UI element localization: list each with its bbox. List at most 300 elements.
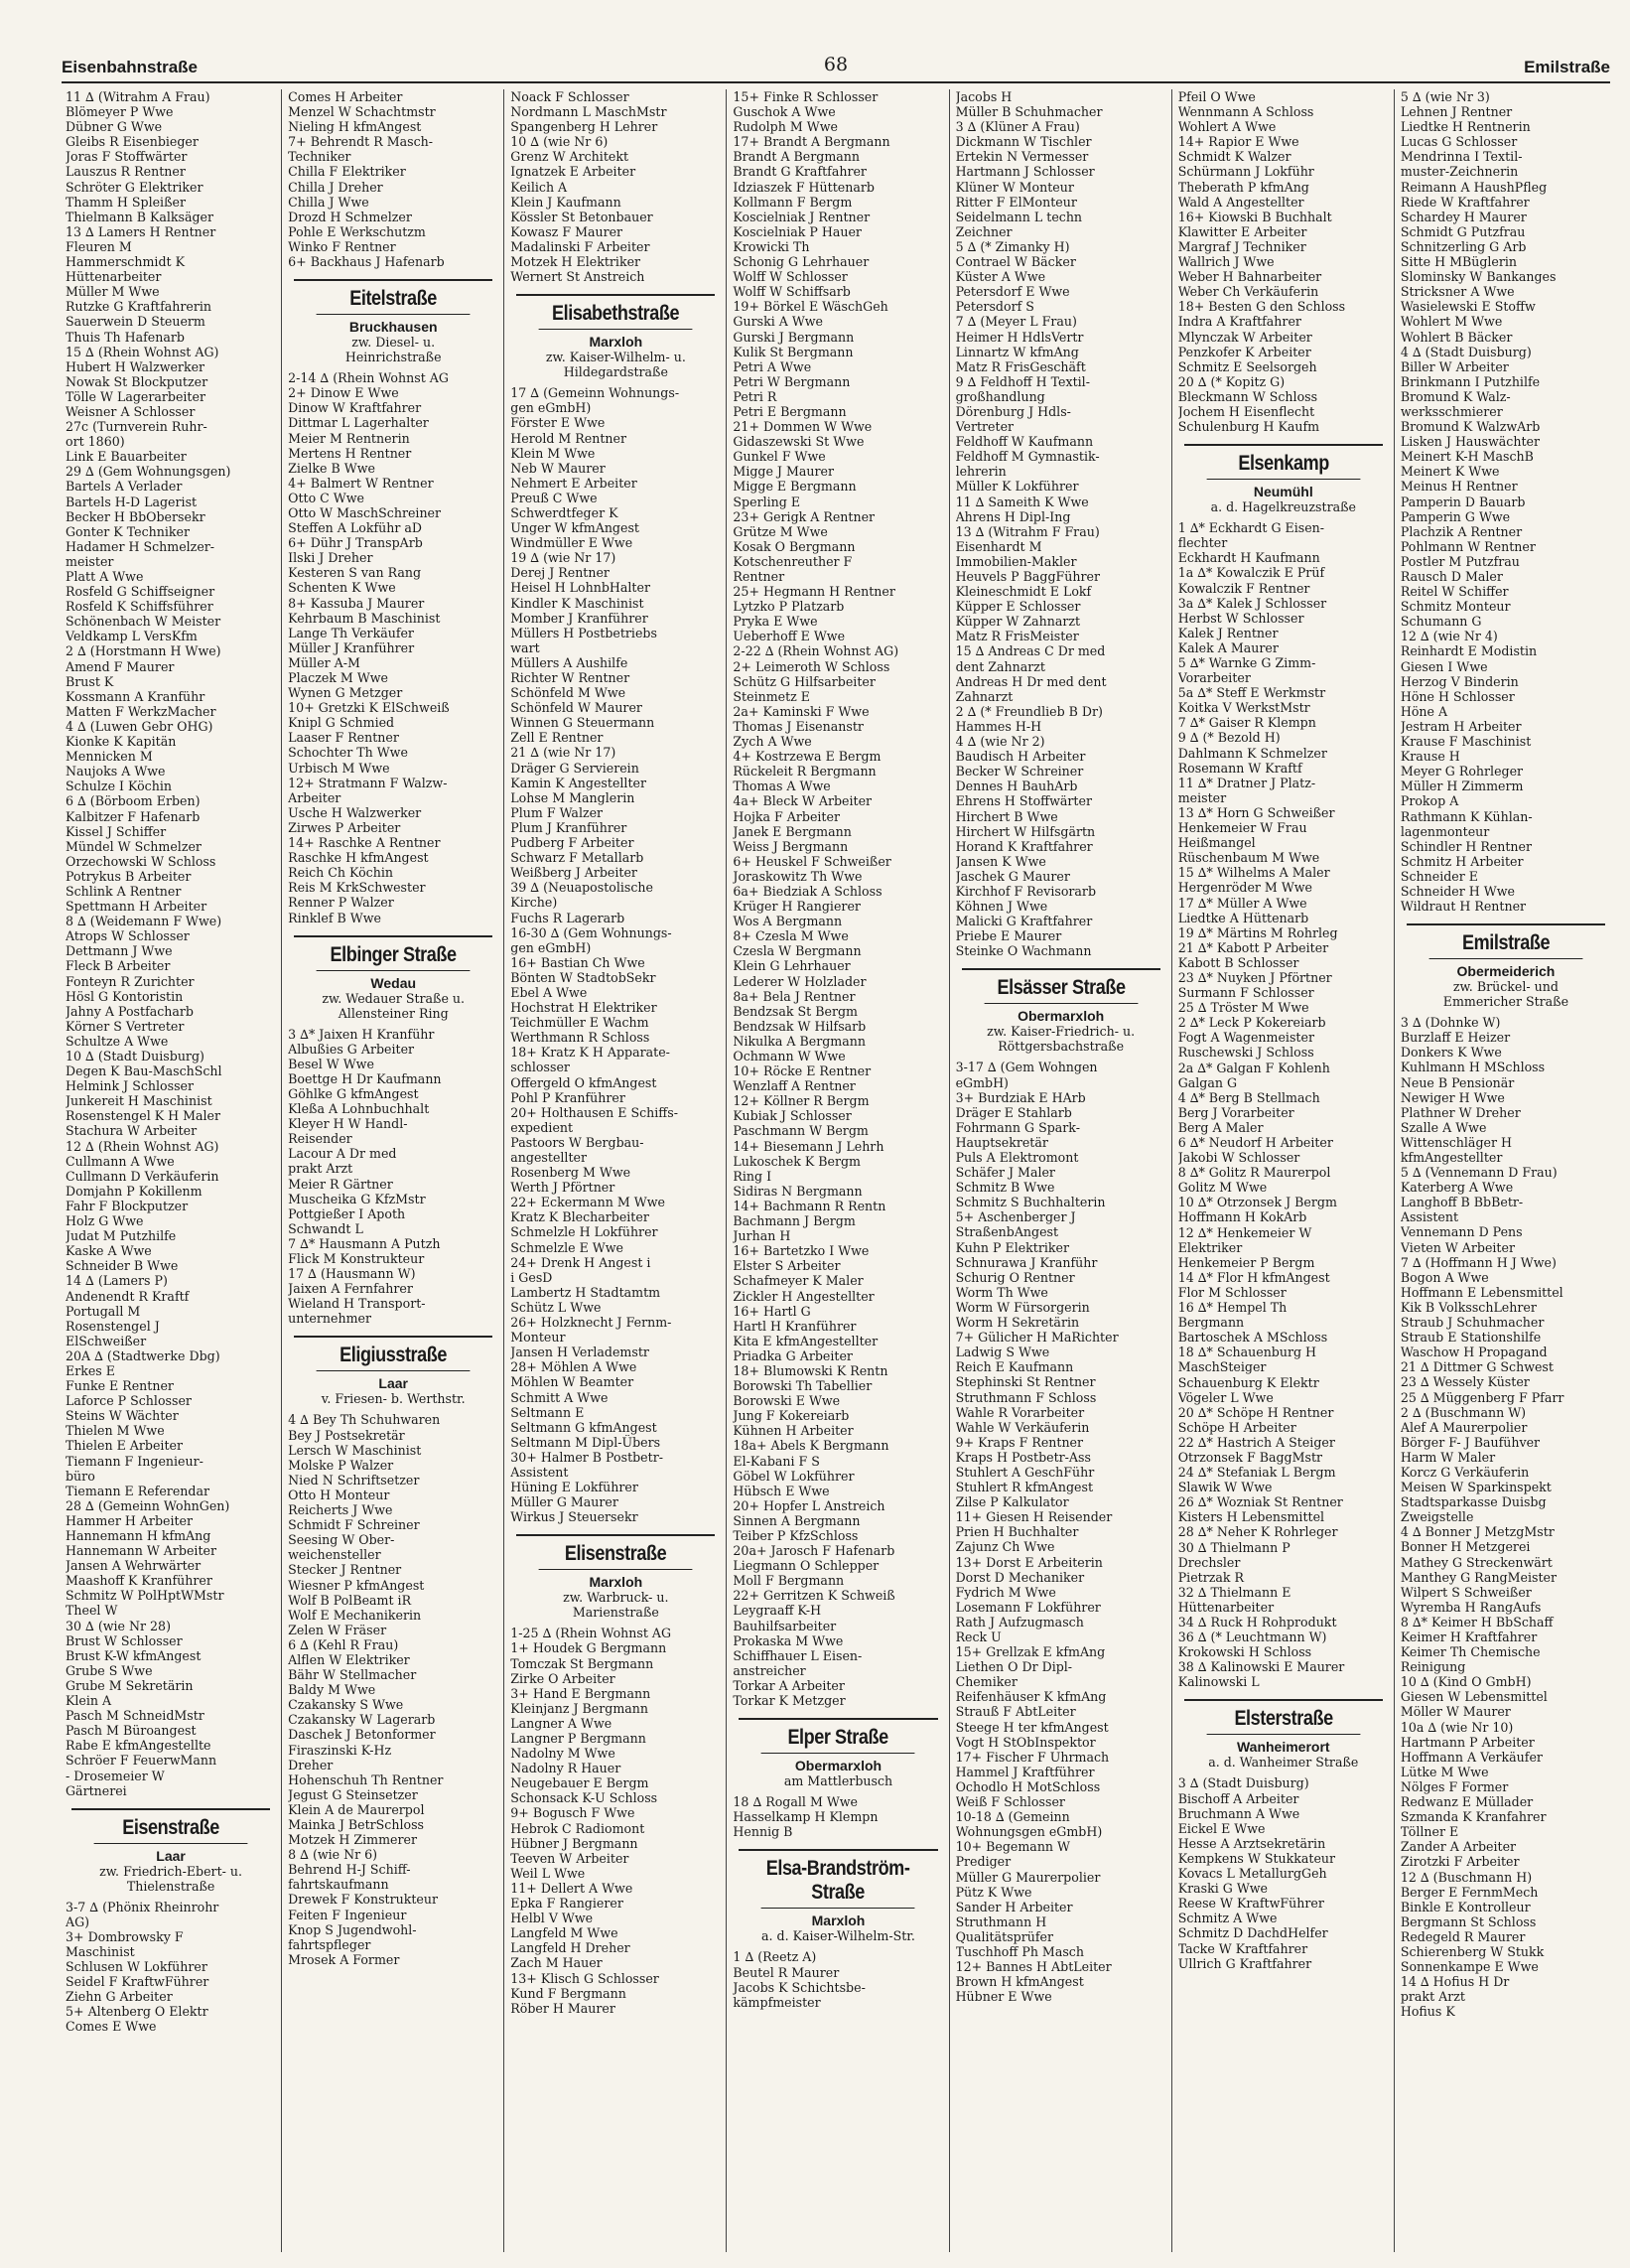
directory-entry: Schardey H Maurer bbox=[1400, 209, 1527, 224]
directory-entry: Berg J Vorarbeiter bbox=[1177, 1104, 1294, 1120]
section-divider bbox=[1184, 444, 1383, 446]
directory-entry: Behrend H-J Schiff- bbox=[288, 1862, 411, 1878]
directory-entry: Stachura W Arbeiter bbox=[66, 1123, 198, 1139]
directory-entry: Wittenschläger H bbox=[1400, 1134, 1512, 1150]
directory-entry: Schulze I Köchin bbox=[66, 779, 172, 794]
directory-entry: Rosemann W Kraftf bbox=[1177, 760, 1302, 776]
directory-entry: prakt Arzt bbox=[288, 1161, 353, 1177]
directory-entry: Placzek M Wwe bbox=[288, 670, 389, 685]
directory-entry: Steinke O Wachmann bbox=[955, 943, 1092, 959]
directory-entry: Gurski J Bergmann bbox=[733, 329, 855, 345]
directory-entry: Junkereit H Maschinist bbox=[66, 1093, 212, 1109]
street-title: Emilstraße bbox=[1428, 931, 1582, 959]
directory-entry: Langhoff B BbBetr- bbox=[1400, 1195, 1524, 1210]
directory-entry: Schröter G Elektriker bbox=[66, 179, 204, 195]
directory-entry: Langner P Bergmann bbox=[510, 1731, 646, 1746]
directory-entry: Thielen M Wwe bbox=[66, 1423, 165, 1439]
directory-entry: Moll F Bergmann bbox=[733, 1573, 845, 1589]
directory-entry: Giesen W Lebensmittel bbox=[1400, 1689, 1548, 1705]
street-location: zw. Kaiser-Wilhelm- u. bbox=[545, 350, 686, 365]
directory-entry: Langfeld M Wwe bbox=[510, 1925, 618, 1941]
directory-entry: Cullmann D Verkäuferin bbox=[66, 1168, 219, 1184]
directory-entry: Gunkel F Wwe bbox=[733, 449, 826, 465]
directory-entry: 1 ∆* Eckhardt G Eisen- bbox=[1177, 520, 1325, 536]
directory-entry: Kleßa A Lohnbuchhalt bbox=[288, 1101, 430, 1117]
directory-entry: 4 ∆ (wie Nr 2) bbox=[955, 734, 1045, 750]
directory-entry: Müller G Maurer bbox=[510, 1494, 618, 1510]
directory-entry: 14 ∆* Flor H kfmAngest bbox=[1177, 1269, 1330, 1285]
directory-entry: Dreher bbox=[288, 1757, 334, 1772]
directory-entry: Mertens H Rentner bbox=[288, 445, 412, 461]
directory-entry: Dennes H BauhArb bbox=[955, 779, 1078, 794]
directory-entry: Schröer F FeuerwMann bbox=[66, 1753, 217, 1769]
directory-entry: Prokaska M Wwe bbox=[733, 1632, 844, 1648]
directory-entry: Baldy M Wwe bbox=[288, 1682, 376, 1698]
directory-entry: 10 ∆ (Kind O GmbH) bbox=[1400, 1674, 1532, 1690]
directory-entry: 1+ Houdek G Bergmann bbox=[510, 1640, 667, 1656]
directory-entry: 16+ Hartl G bbox=[733, 1303, 811, 1319]
directory-entry: 15+ Finke R Schlosser bbox=[733, 89, 879, 104]
directory-entry: büro bbox=[66, 1468, 95, 1484]
directory-entry: Kratz K Blecharbeiter bbox=[510, 1209, 649, 1225]
directory-entry: Sinnen A Bergmann bbox=[733, 1512, 861, 1528]
directory-entry: Monteur bbox=[510, 1330, 566, 1346]
directory-entry: Jahny A Postfacharb bbox=[66, 1003, 194, 1019]
directory-entry: Kossmann A Kranführ bbox=[66, 688, 205, 704]
directory-entry: Rosenstengel K H Maler bbox=[66, 1108, 221, 1124]
directory-entry: Dübner G Wwe bbox=[66, 119, 163, 135]
directory-entry: Ochodlo H MotSchloss bbox=[955, 1778, 1101, 1794]
directory-entry: 4 ∆ Bey Th Schuhwaren bbox=[288, 1412, 441, 1428]
directory-entry: Kollmann F Bergm bbox=[733, 194, 853, 210]
directory-entry: 22+ Eckermann M Wwe bbox=[510, 1195, 665, 1210]
directory-entry: Bogon A Wwe bbox=[1400, 1269, 1489, 1285]
directory-entry: Wasielewski E Stoffw bbox=[1400, 299, 1536, 315]
directory-entry: 21+ Dommen W Wwe bbox=[733, 419, 873, 435]
directory-entry: Schwandt L bbox=[288, 1220, 363, 1236]
directory-entry: Liegmann O Schlepper bbox=[733, 1558, 880, 1574]
directory-entry: Puls A Elektromont bbox=[955, 1150, 1079, 1165]
directory-entry: Plum J Kranführer bbox=[510, 819, 627, 835]
directory-entry: Hadamer H Schmelzer- bbox=[66, 538, 215, 554]
section-divider bbox=[294, 1336, 492, 1338]
directory-entry: 4 ∆ (Stadt Duisburg) bbox=[1400, 344, 1532, 359]
street-location: zw. Kaiser-Friedrich- u. bbox=[987, 1024, 1136, 1040]
directory-entry: 2-14 ∆ (Rhein Wohnst AG bbox=[288, 370, 449, 386]
directory-entry: 3-7 ∆ (Phönix Rheinrohr bbox=[66, 1899, 219, 1914]
directory-entry: 16-30 ∆ (Gem Wohnungs- bbox=[510, 924, 672, 940]
directory-entry: Wohlert B Bäcker bbox=[1400, 329, 1513, 345]
directory-entry: 36 ∆ (* Leuchtmann W) bbox=[1177, 1630, 1327, 1645]
directory-entry: 15 ∆ (Rhein Wohnst AG) bbox=[66, 344, 219, 359]
directory-entry: Hüttenarbeiter bbox=[66, 269, 162, 285]
directory-entry: Gonter K Techniker bbox=[66, 523, 190, 539]
directory-entry: 4+ Balmert W Rentner bbox=[288, 475, 434, 491]
directory-entry: Schmitz H Arbeiter bbox=[1400, 853, 1524, 869]
directory-entry: Kotschenreuther F bbox=[733, 553, 853, 569]
street-district: Laar bbox=[378, 1375, 408, 1392]
directory-entry: Brinkmann I Putzhilfe bbox=[1400, 373, 1541, 389]
directory-entry: Kulik St Bergmann bbox=[733, 344, 854, 359]
directory-entry: Biller W Arbeiter bbox=[1400, 358, 1509, 374]
directory-entry: Tiemann F Ingenieur- bbox=[66, 1453, 204, 1469]
directory-entry: Bartoschek A MSchloss bbox=[1177, 1330, 1328, 1346]
directory-entry: Möhlen W Beamter bbox=[510, 1374, 634, 1390]
directory-entry: Klein A de Maurerpol bbox=[288, 1801, 425, 1817]
directory-entry: Müller J Kranführer bbox=[288, 639, 415, 655]
directory-entry: Ignatzek E Arbeiter bbox=[510, 164, 636, 180]
directory-entry: Boettge H Dr Kaufmann bbox=[288, 1070, 442, 1086]
directory-entry: Schierenberg W Stukk bbox=[1400, 1943, 1545, 1959]
directory-entry: 29 ∆ (Gem Wohnungsgen) bbox=[66, 464, 231, 480]
directory-entry: Otto C Wwe bbox=[288, 490, 364, 505]
street-district: Wedau bbox=[370, 974, 417, 991]
directory-entry: Teichmüller E Wachm bbox=[510, 1015, 649, 1031]
directory-entry: 12 ∆ (Buschmann H) bbox=[1400, 1869, 1533, 1885]
directory-entry: Koitka V WerkstMstr bbox=[1177, 700, 1310, 716]
directory-entry: Bartels A Verlader bbox=[66, 479, 183, 495]
directory-entry: Hohenschuh Th Rentner bbox=[288, 1772, 444, 1787]
directory-entry: Harm W Maler bbox=[1400, 1449, 1496, 1465]
directory-entry: Petri R bbox=[733, 388, 777, 404]
directory-entry: Hennig B bbox=[733, 1824, 793, 1840]
section-divider bbox=[294, 935, 492, 937]
directory-entry: Kalek A Maurer bbox=[1177, 639, 1279, 655]
street-title: Eligiusstraße bbox=[317, 1344, 471, 1371]
directory-entry: 8+ Kassuba J Maurer bbox=[288, 595, 425, 611]
directory-entry: Zilse P Kalkulator bbox=[955, 1494, 1069, 1510]
directory-entry: Theberath P kfmAng bbox=[1177, 179, 1309, 195]
street-title: Elsterstraße bbox=[1206, 1707, 1360, 1735]
directory-entry: Torkar A Arbeiter bbox=[733, 1677, 845, 1693]
directory-entry: Schmelzle E Wwe bbox=[510, 1239, 623, 1255]
directory-entry: Wolf E Mechanikerin bbox=[288, 1607, 422, 1623]
street-section-header bbox=[66, 1808, 276, 1894]
directory-entry: Mennicken M bbox=[66, 749, 153, 765]
directory-entry: Röber H Maurer bbox=[510, 2000, 615, 2016]
directory-entry: 14+ Rapior E Wwe bbox=[1177, 134, 1299, 150]
directory-entry: 1a ∆* Kowalczik E Prüf bbox=[1177, 565, 1325, 581]
section-divider bbox=[739, 1718, 937, 1720]
street-location: am Mattlerbusch bbox=[783, 1773, 893, 1789]
directory-entry: Schmitz B Wwe bbox=[955, 1180, 1055, 1196]
directory-entry: Waschow H Propagand bbox=[1400, 1345, 1548, 1360]
directory-entry: Kalek J Rentner bbox=[1177, 625, 1279, 640]
directory-entry: Immobilien-Makler bbox=[955, 553, 1077, 569]
directory-entry: Ertekin N Vermesser bbox=[955, 149, 1089, 165]
directory-entry: angestellter bbox=[510, 1150, 587, 1165]
directory-entry: Pottgießer I Apoth bbox=[288, 1205, 406, 1221]
directory-entry: Tiemann E Referendar bbox=[66, 1483, 209, 1498]
directory-entry: Zielke B Wwe bbox=[288, 460, 375, 476]
directory-entry: Kleineschmidt E Lokf bbox=[955, 584, 1092, 600]
directory-entry: 21 ∆* Kabott P Arbeiter bbox=[1177, 939, 1329, 955]
directory-entry: Schönfeld M Wwe bbox=[510, 685, 626, 701]
directory-entry: Lucas G Schlosser bbox=[1400, 134, 1518, 150]
street-location: Marienstraße bbox=[572, 1605, 659, 1621]
directory-entry: Zander A Arbeiter bbox=[1400, 1839, 1517, 1855]
directory-entry: 19 ∆* Märtins M Rohrleg bbox=[1177, 924, 1338, 940]
directory-column bbox=[281, 89, 503, 2252]
directory-entry: Herbst W Schlosser bbox=[1177, 610, 1304, 626]
directory-entry: Hammel J Kraftführer bbox=[955, 1764, 1095, 1779]
directory-entry: Assistent bbox=[510, 1464, 569, 1480]
directory-entry: 16+ Bastian Ch Wwe bbox=[510, 954, 645, 970]
directory-entry: Bromund K Walz- bbox=[1400, 388, 1511, 404]
directory-entry: Thuis Th Hafenarb bbox=[66, 329, 185, 345]
directory-entry: Feiten F Ingenieur bbox=[288, 1907, 407, 1922]
directory-entry: Hasselkamp H Klempn bbox=[733, 1809, 879, 1825]
directory-entry: Cullmann A Wwe bbox=[66, 1153, 175, 1169]
directory-entry: Meyer G Rohrleger bbox=[1400, 764, 1524, 780]
directory-entry: Stuhlert R kfmAngest bbox=[955, 1480, 1094, 1495]
directory-entry: 16+ Kiowski B Buchhalt bbox=[1177, 209, 1332, 224]
directory-entry: ort 1860) bbox=[66, 434, 125, 450]
directory-entry: Losemann F Lokführer bbox=[955, 1599, 1101, 1615]
directory-entry: Lersch W Maschinist bbox=[288, 1442, 422, 1458]
directory-entry: 19+ Börkel E WäschGeh bbox=[733, 299, 888, 315]
directory-entry: Unger W kfmAngest bbox=[510, 520, 639, 536]
directory-entry: Reisender bbox=[288, 1131, 352, 1147]
directory-entry: Kössler St Betonbauer bbox=[510, 209, 653, 224]
directory-entry: Thamm H Spleißer bbox=[66, 194, 186, 210]
directory-entry: Ahrens H Dipl-Ing bbox=[955, 508, 1071, 524]
directory-entry: expedient bbox=[510, 1119, 574, 1135]
directory-entry: Schlusen W Lokführer bbox=[66, 1959, 207, 1975]
directory-entry: Worm Th Wwe bbox=[955, 1284, 1048, 1300]
directory-entry: Jansen H Verlademstr bbox=[510, 1345, 649, 1360]
directory-entry: Reinhardt E Modistin bbox=[1400, 643, 1538, 659]
directory-entry: Dettmann J Wwe bbox=[66, 943, 173, 959]
directory-entry: Reese W KraftwFührer bbox=[1177, 1896, 1324, 1912]
street-title: Elsässer Straße bbox=[984, 976, 1138, 1004]
directory-entry: Grube M Sekretärin bbox=[66, 1677, 194, 1693]
street-section-header bbox=[1178, 1699, 1389, 1770]
directory-entry: Joras F Stoffwärter bbox=[66, 149, 188, 165]
directory-entry: Nieling H kfmAngest bbox=[288, 119, 422, 135]
directory-entry: Worm H Sekretärin bbox=[955, 1315, 1080, 1331]
directory-entry: Jaschek G Maurer bbox=[955, 868, 1070, 884]
directory-entry: Schumann G bbox=[1400, 614, 1482, 630]
directory-entry: Guschok A Wwe bbox=[733, 104, 836, 120]
directory-entry: 5+ Aschenberger J bbox=[955, 1209, 1076, 1225]
directory-entry: Weiß F Schlosser bbox=[955, 1794, 1065, 1810]
directory-entry: 12+ Stratmann F Walzw- bbox=[288, 775, 448, 790]
street-district: Marxloh bbox=[589, 1574, 643, 1591]
directory-entry: El-Kabani F S bbox=[733, 1453, 820, 1469]
directory-entry: Theel W bbox=[66, 1603, 118, 1619]
directory-entry: Petersdorf S bbox=[955, 299, 1034, 315]
directory-entry: Zickler H Angestellter bbox=[733, 1288, 875, 1304]
directory-entry: Zajunz Ch Wwe bbox=[955, 1539, 1055, 1555]
directory-entry: Tomczak St Bergmann bbox=[510, 1655, 654, 1671]
directory-entry: Dräger G Servierein bbox=[510, 760, 639, 776]
section-divider bbox=[516, 294, 715, 296]
street-section-header bbox=[733, 1849, 943, 1943]
directory-entry: 30 ∆ (wie Nr 28) bbox=[66, 1618, 171, 1633]
directory-entry: Vertreter bbox=[955, 419, 1015, 435]
directory-entry: Offergeld O kfmAngest bbox=[510, 1074, 657, 1090]
directory-entry: Lisken J Hauswächter bbox=[1400, 434, 1540, 450]
directory-entry: Bönten W StadtobSekr bbox=[510, 969, 656, 985]
directory-entry: lehrerin bbox=[955, 464, 1007, 480]
directory-entry: 32 ∆ Thielmann E bbox=[1177, 1584, 1291, 1600]
directory-entry: Arbeiter bbox=[288, 789, 341, 805]
directory-entry: 22 ∆* Hastrich A Steiger bbox=[1177, 1434, 1335, 1450]
directory-entry: Spettmann H Arbeiter bbox=[66, 899, 207, 915]
directory-entry: Kaske A Wwe bbox=[66, 1243, 152, 1259]
directory-entry: wart bbox=[510, 639, 540, 655]
street-location: Thielenstraße bbox=[126, 1878, 215, 1894]
directory-entry: Petri W Bergmann bbox=[733, 373, 851, 389]
directory-entry: 26+ Holzknecht J Fernm- bbox=[510, 1315, 672, 1331]
directory-entry: Möller W Maurer bbox=[1400, 1704, 1511, 1720]
directory-entry: Kowasz F Maurer bbox=[510, 223, 623, 239]
directory-entry: Krokowski H Schloss bbox=[1177, 1644, 1312, 1660]
street-location: a. d. Kaiser-Wilhelm-Str. bbox=[761, 1928, 915, 1944]
directory-entry: Fleck B Arbeiter bbox=[66, 958, 171, 974]
directory-entry: 4 ∆ (Luwen Gebr OHG) bbox=[66, 718, 213, 734]
directory-entry: Kowalczik F Rentner bbox=[1177, 580, 1310, 596]
directory-entry: Leygraaff K-H bbox=[733, 1603, 822, 1619]
directory-entry: 19 ∆ (wie Nr 17) bbox=[510, 550, 616, 566]
directory-entry: Schmidt F Schreiner bbox=[288, 1517, 420, 1533]
directory-entry: 20a+ Jarosch F Hafenarb bbox=[733, 1543, 895, 1559]
directory-entry: Sidiras N Bergmann bbox=[733, 1183, 863, 1199]
directory-entry: Andreas H Dr med dent bbox=[955, 673, 1107, 689]
directory-entry: Heuvels P BaggFührer bbox=[955, 569, 1100, 584]
directory-entry: Wenzlaff A Rentner bbox=[733, 1078, 856, 1094]
directory-entry: StraßenbAngest bbox=[955, 1224, 1059, 1240]
directory-entry: 17+ Fischer F Uhrmach bbox=[955, 1749, 1110, 1765]
directory-entry: Burzlaff E Heizer bbox=[1400, 1030, 1511, 1046]
directory-entry: Kleinjanz J Bergmann bbox=[510, 1700, 648, 1716]
directory-entry: Mendrinna I Textil- bbox=[1400, 149, 1523, 165]
directory-entry: Schäfer J Maler bbox=[955, 1165, 1055, 1181]
directory-entry: Comes E Wwe bbox=[66, 2019, 157, 2035]
directory-entry: Postler M Putzfrau bbox=[1400, 553, 1520, 569]
directory-entry: Keilich A bbox=[510, 179, 568, 195]
directory-entry: 1-25 ∆ (Rhein Wohnst AG bbox=[510, 1626, 672, 1641]
directory-entry: 28 ∆ (Gemeinn WohnGen) bbox=[66, 1497, 230, 1513]
directory-entry: Erkes E bbox=[66, 1362, 115, 1378]
directory-entry: Nehmert E Arbeiter bbox=[510, 475, 637, 491]
directory-entry: Fuchs R Lagerarb bbox=[510, 910, 625, 925]
directory-entry: 6+ Heuskel F Schweißer bbox=[733, 853, 891, 869]
directory-entry: Elster S Arbeiter bbox=[733, 1258, 841, 1274]
directory-entry: 2+ Dinow E Wwe bbox=[288, 385, 399, 401]
directory-entry: Werthmann R Schloss bbox=[510, 1030, 650, 1046]
street-location: Röttgersbachstraße bbox=[998, 1039, 1125, 1055]
directory-column bbox=[62, 89, 281, 2252]
directory-entry: Schneider H Wwe bbox=[1400, 883, 1515, 899]
directory-entry: 17 ∆ (Hausmann W) bbox=[288, 1266, 416, 1282]
directory-entry: Reicherts J Wwe bbox=[288, 1502, 393, 1518]
directory-entry: gen eGmbH) bbox=[510, 939, 592, 955]
directory-entry: Wirkus J Steuersekr bbox=[510, 1509, 638, 1525]
directory-entry: Rausch D Maler bbox=[1400, 569, 1503, 584]
directory-entry: muster-Zeichnerin bbox=[1400, 164, 1519, 180]
directory-entry: Zirke O Arbeiter bbox=[510, 1670, 615, 1686]
directory-entry: Lacour A Dr med bbox=[288, 1146, 397, 1162]
street-district: Obermarxloh bbox=[1018, 1008, 1105, 1025]
directory-entry: 9 ∆ (* Bezold H) bbox=[1177, 730, 1281, 746]
header-left-street: Eisenbahnstraße bbox=[62, 58, 198, 76]
directory-entry: Alflen W Elektriker bbox=[288, 1651, 410, 1667]
directory-entry: Wolf B PolBeamt iR bbox=[288, 1592, 412, 1608]
directory-entry: Hüttenarbeiter bbox=[1177, 1599, 1275, 1615]
directory-entry: Vennemann D Pens bbox=[1400, 1224, 1523, 1240]
directory-entry: Flor M Schlosser bbox=[1177, 1284, 1287, 1300]
directory-entry: Linnartz W kfmAng bbox=[955, 344, 1079, 359]
directory-entry: Rudolph M Wwe bbox=[733, 119, 838, 135]
directory-entry: Hammes H-H bbox=[955, 718, 1042, 734]
directory-entry: 6 ∆ (Börboom Erben) bbox=[66, 793, 201, 809]
directory-entry: Noack F Schlosser bbox=[510, 89, 629, 104]
directory-entry: Tuschhoff Ph Masch bbox=[955, 1943, 1084, 1959]
directory-entry: Amend F Maurer bbox=[66, 658, 175, 674]
directory-entry: 14+ Biesemann J Lehrh bbox=[733, 1138, 884, 1154]
directory-entry: Seltmann M Dipl-Übers bbox=[510, 1434, 661, 1450]
directory-entry: 12 ∆* Henkemeier W bbox=[1177, 1224, 1312, 1240]
directory-entry: dent Zahnarzt bbox=[955, 658, 1045, 674]
directory-entry: Redegeld R Maurer bbox=[1400, 1928, 1526, 1944]
directory-entry: Müller M Wwe bbox=[66, 284, 160, 300]
directory-entry: gen eGmbH) bbox=[510, 400, 592, 416]
directory-entry: Flick M Konstrukteur bbox=[288, 1251, 425, 1266]
directory-entry: Prokop A bbox=[1400, 793, 1459, 809]
directory-entry: Ebel A Wwe bbox=[510, 984, 588, 1000]
directory-entry: Mainka J BetrSchloss bbox=[288, 1817, 424, 1832]
directory-entry: Mrosek A Former bbox=[288, 1951, 400, 1967]
directory-entry: Petersdorf E Wwe bbox=[955, 284, 1070, 300]
directory-entry: Feldhoff M Gymnastik- bbox=[955, 449, 1100, 465]
directory-entry: Orzechowski W Schloss bbox=[66, 853, 216, 869]
directory-entry: Pastoors W Bergbau- bbox=[510, 1134, 644, 1150]
directory-entry: Köhnen J Wwe bbox=[955, 899, 1048, 915]
directory-entry: Zirotzki F Arbeiter bbox=[1400, 1854, 1520, 1870]
directory-entry: Wynen G Metzger bbox=[288, 685, 403, 701]
directory-entry: Kempkens W Stukkateur bbox=[1177, 1850, 1336, 1866]
directory-entry: Malicki G Kraftfahrer bbox=[955, 914, 1093, 929]
directory-entry: Schönenbach W Meister bbox=[66, 614, 221, 630]
directory-entry: Contrael W Bäcker bbox=[955, 254, 1076, 270]
directory-entry: Bergmann St Schloss bbox=[1400, 1914, 1537, 1929]
directory-entry: 7 ∆ (Hoffmann H J Wwe) bbox=[1400, 1254, 1557, 1270]
directory-column bbox=[726, 89, 948, 2252]
directory-entry: Hartmann P Arbeiter bbox=[1400, 1734, 1535, 1750]
directory-entry: Slominsky W Bankanges bbox=[1400, 269, 1557, 285]
street-location: Emmericher Straße bbox=[1442, 994, 1569, 1010]
directory-entry: Szalle A Wwe bbox=[1400, 1119, 1487, 1135]
directory-entry: Urbisch M Wwe bbox=[288, 760, 390, 776]
directory-entry: Schmidt K Walzer bbox=[1177, 149, 1291, 165]
directory-entry: Bromund K WalzwArb bbox=[1400, 419, 1541, 435]
directory-entry: 5 ∆ (wie Nr 3) bbox=[1400, 89, 1490, 104]
directory-entry: Slawik W Wwe bbox=[1177, 1480, 1273, 1495]
directory-entry: Liedtke A Hüttenarb bbox=[1177, 910, 1309, 925]
directory-entry: Jung F Kokereiarb bbox=[733, 1408, 850, 1424]
directory-entry: Hübner J Bergmann bbox=[510, 1835, 638, 1851]
directory-entry: Gärtnerei bbox=[66, 1782, 127, 1798]
directory-entry: Helbl V Wwe bbox=[510, 1911, 594, 1926]
directory-entry: 4 ∆ Bonner J MetzgMstr bbox=[1400, 1524, 1555, 1540]
directory-entry: Bey J Postsekretär bbox=[288, 1427, 405, 1443]
directory-entry: fahrtspfleger bbox=[288, 1936, 371, 1952]
directory-entry: Hirchert W Hilfsgärtn bbox=[955, 823, 1096, 839]
directory-entry: Stecker J Rentner bbox=[288, 1562, 402, 1578]
directory-entry: Redwanz E Müllader bbox=[1400, 1794, 1534, 1810]
